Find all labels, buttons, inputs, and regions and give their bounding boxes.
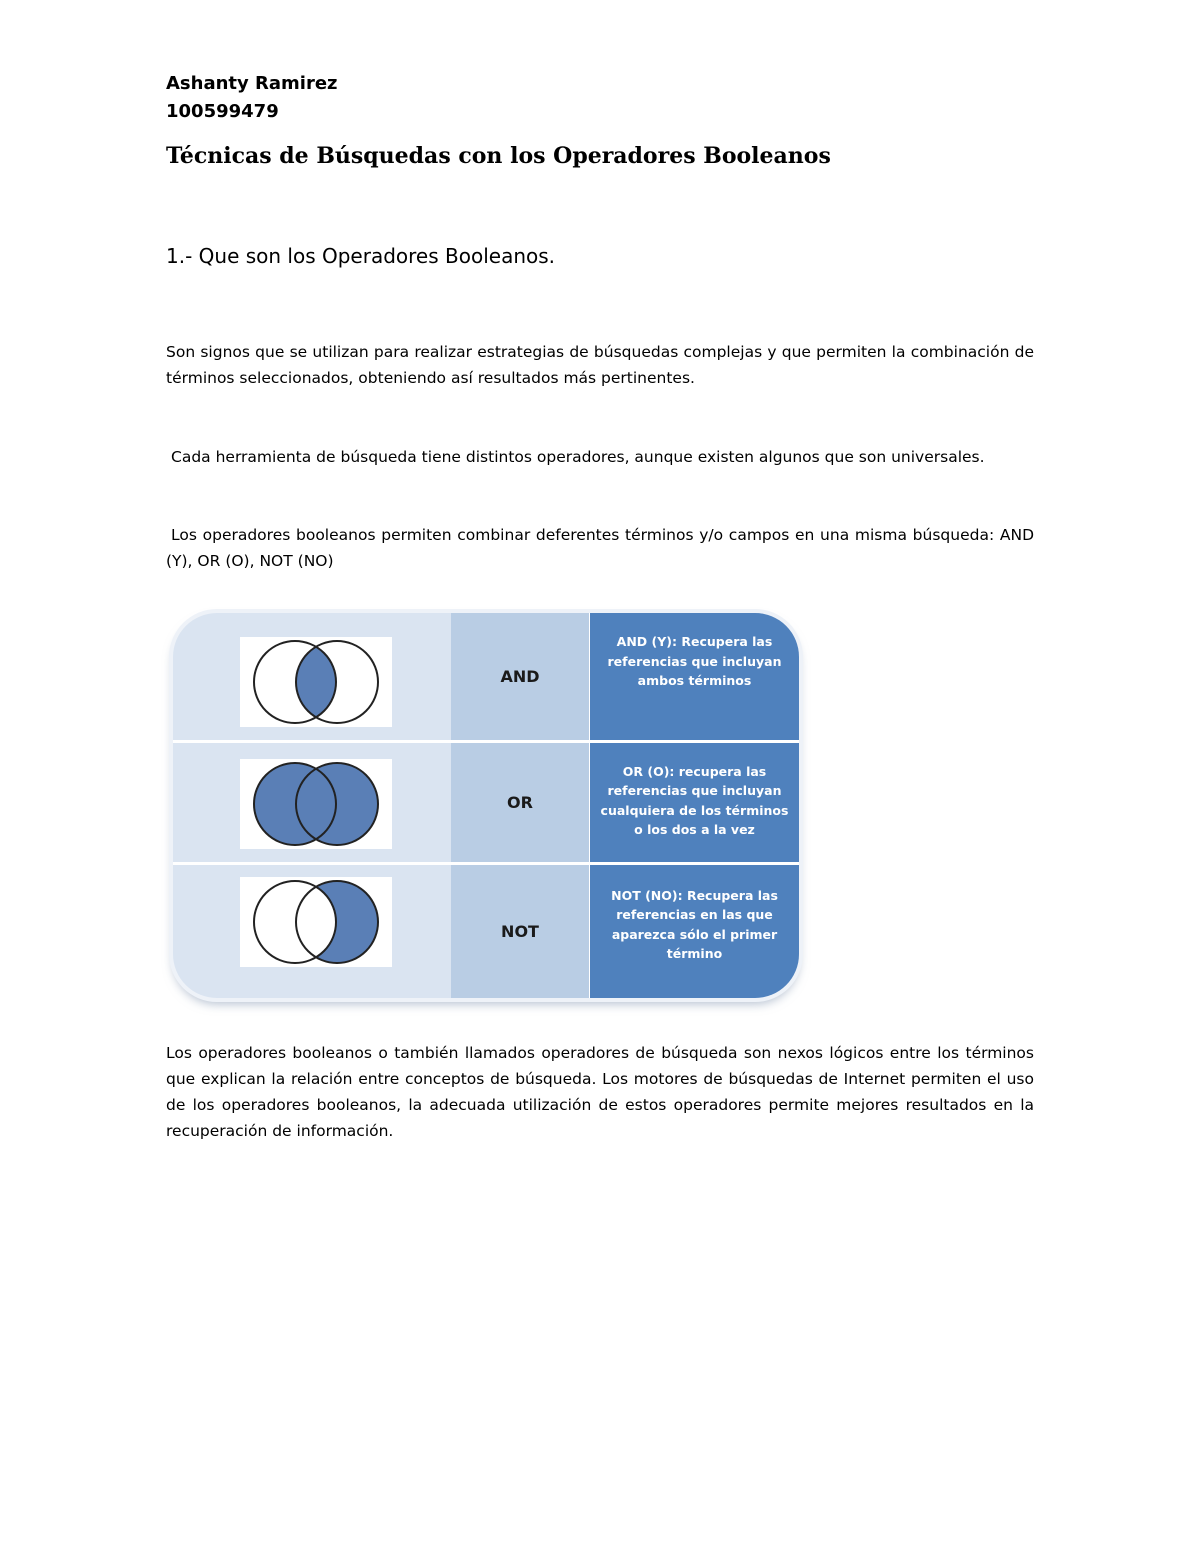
- figure-row-not: [173, 865, 799, 998]
- boolean-operators-figure: [173, 613, 799, 998]
- operator-label-not: NOT: [451, 865, 589, 998]
- operator-label-and: AND: [451, 613, 589, 740]
- operator-description-not: NOT (NO): Recupera las referencias en las que aparezca sólo el primer término: [590, 865, 799, 998]
- operator-description-and: AND (Y): Recupera las referencias que incluyan ambos términos: [590, 613, 799, 740]
- venn-diagram-or: [240, 759, 392, 849]
- paragraph-conclusion: Los operadores booleanos o también llamados operadores de búsqueda son nexos lógicos entre los términos que explican la relación entre conceptos de búsqueda. Los motores de búsquedas de Internet permiten el uso de los operadores booleanos, la adecuada utilización de estos operadores permite mejores resultados en la recuperación de información.: [166, 1044, 1034, 1140]
- venn-not-icon: [240, 877, 392, 967]
- student-id: 100599479: [166, 101, 279, 122]
- figure-row-or: [173, 743, 799, 862]
- figure-row-and: [173, 613, 799, 740]
- paragraph-tools: Cada herramienta de búsqueda tiene distintos operadores, aunque existen algunos que son universales.: [171, 448, 985, 466]
- venn-and-icon: [240, 637, 392, 727]
- operator-label-or: OR: [451, 743, 589, 862]
- paragraph-definition: Son signos que se utilizan para realizar estrategias de búsquedas complejas y que permiten la combinación de términos seleccionados, obteniendo así resultados más pertinentes.: [166, 343, 1034, 387]
- venn-diagram-not: [240, 877, 392, 967]
- paragraph-combine: Los operadores booleanos permiten combinar deferentes términos y/o campos en una misma búsqueda: AND (Y), OR (O), NOT (NO): [166, 526, 1034, 570]
- section-heading: 1.- Que son los Operadores Booleanos.: [166, 244, 556, 268]
- document-title: Técnicas de Búsquedas con los Operadores Booleanos: [166, 143, 831, 169]
- venn-or-icon: [240, 759, 392, 849]
- venn-diagram-and: [240, 637, 392, 727]
- operator-description-or: OR (O): recupera las referencias que incluyan cualquiera de los términos o los dos a la vez: [590, 743, 799, 862]
- author-name: Ashanty Ramirez: [166, 73, 338, 94]
